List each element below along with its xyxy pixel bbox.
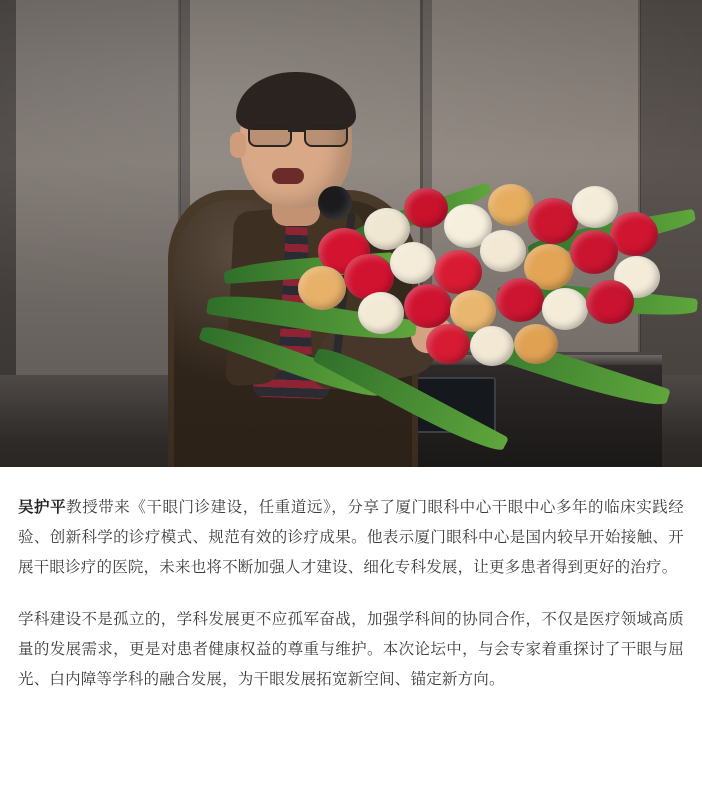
cream-rose <box>480 230 526 272</box>
paragraph-2: 学科建设不是孤立的，学科发展更不应孤军奋战，加强学科间的协同合作，不仅是医疗领域高质量的发展需求，更是对患者健康权益的尊重与维护。本次论坛中，与会专家着重探讨了干眼与屈光、白内障等学科的融合发展，为干眼发展拓宽新空间、锚定新方向。 <box>18 611 684 688</box>
cream-rose <box>572 186 618 228</box>
red-rose <box>426 324 470 364</box>
glasses-lens-right <box>304 122 348 147</box>
red-rose <box>528 198 578 244</box>
paragraph-1-text: 教授带来《干眼门诊建设，任重道远》，分享了厦门眼科中心干眼中心多年的临床实践经验、创新科学的诊疗模式、规范有效的诊疗成果。他表示厦门眼科中心是国内较早开始接触、开展干眼诊疗的医院，未来也将不断加强人才建设、细化专科发展，让更多患者得到更好的治疗。 <box>18 499 684 576</box>
paragraph-1-lead: 吴护平 <box>18 499 67 516</box>
red-rose <box>404 284 452 328</box>
peach-rose <box>514 324 558 364</box>
speaker-ear <box>230 132 246 158</box>
red-rose <box>496 278 544 322</box>
cream-rose <box>542 288 588 330</box>
glasses-bridge <box>288 130 304 132</box>
paragraph-1 <box>18 493 684 583</box>
flower-bouquet <box>198 168 698 448</box>
red-rose <box>586 280 634 324</box>
red-rose <box>404 188 448 228</box>
red-rose <box>570 230 618 274</box>
cream-rose <box>390 242 436 284</box>
cream-rose <box>470 326 514 366</box>
speaker-glasses <box>246 122 350 144</box>
article-body <box>0 467 702 705</box>
glasses-lens-left <box>248 122 292 147</box>
peach-rose <box>298 266 346 310</box>
cream-rose <box>358 292 404 334</box>
